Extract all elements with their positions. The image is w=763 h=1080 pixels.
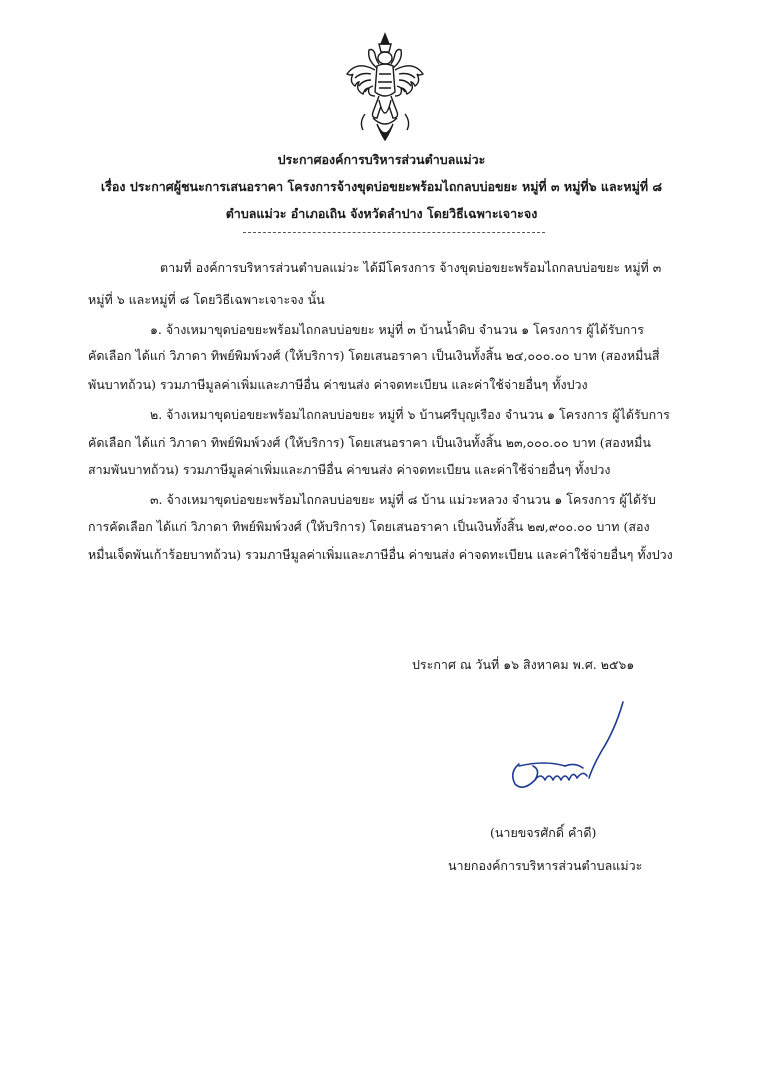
item3-line-3: หมื่นเจ็ดพันเก้าร้อยบาทถ้วน) รวมภาษีมูลค่าเพิ่มและภาษีอื่น ค่าขนส่ง ค่าจดทะเบียน และค่าใช้จ่ายอื่นๆ ทั้งปวง [88,547,673,562]
item1-line-1: ๑. จ้างเหมาขุดบ่อขยะพร้อมไถกลบบ่อขยะ หมู่ที่ ๓ บ้านน้ำดิบ จำนวน ๑ โครงการ ผู้ได้รับการ [150,322,644,337]
item2-line-1: ๒. จ้างเหมาขุดบ่อขยะพร้อมไถกลบบ่อขยะ หมู่ที่ ๖ บ้านศรีบุญเรือง จำนวน ๑ โครงการ ผู้ได้รับการ [150,407,670,422]
signer-name: (นายขจรศักดิ์ คำดี) [490,825,597,840]
item2-line-2: คัดเลือก ได้แก่ วิภาดา ทิพย์พิมพ์วงศ์ (ให้บริการ) โดยเสนอราคา เป็นเงินทั้งสิ้น ๒๓,๐๐๐.๐๐ บาท (สองหมื่น [88,435,651,450]
announcement-date: ประกาศ ณ วันที่ ๑๖ สิงหาคม พ.ศ. ๒๕๖๑ [412,657,635,672]
header-divider [243,232,545,233]
announcement-subject-location: ตำบลแม่วะ อำเภอเถิน จังหวัดลำปาง โดยวิธีเฉพาะเจาะจง [225,206,538,221]
announcement-subject: เรื่อง ประกาศผู้ชนะการเสนอราคา โครงการจ้างขุดบ่อขยะพร้อมไถกลบบ่อขยะ หมู่ที่ ๓ หมู่ที่๖ และหมู่ที่ ๘ [100,179,663,194]
item2-line-3: สามพันบาทถ้วน) รวมภาษีมูลค่าเพิ่มและภาษีอื่น ค่าขนส่ง ค่าจดทะเบียน และค่าใช้จ่ายอื่นๆ ทั้งปวง [88,462,611,477]
signer-position: นายกองค์การบริหารส่วนตำบลแม่วะ [448,858,643,873]
intro-line-1: ตามที่ องค์การบริหารส่วนตำบลแม่วะ ได้มีโครงการ จ้างขุดบ่อขยะพร้อมไถกลบบ่อขยะ หมู่ที่ ๓ [160,260,662,275]
item3-line-2: การคัดเลือก ได้แก่ วิภาดา ทิพย์พิมพ์วงศ์ (ให้บริการ) โดยเสนอราคา เป็นเงินทั้งสิ้น ๒๗,๙๐๐.๐๐ บาท (สอง [88,519,650,534]
item1-line-2: คัดเลือก ได้แก่ วิภาดา ทิพย์พิมพ์วงศ์ (ให้บริการ) โดยเสนอราคา เป็นเงินทั้งสิ้น ๒๔,๐๐๐.๐๐ บาท (สองหมื่นสี่ [88,348,660,363]
handwritten-signature-icon [505,700,635,795]
item3-line-1: ๓. จ้างเหมาขุดบ่อขยะพร้อมไถกลบบ่อขยะ หมู่ที่ ๘ บ้าน แม่วะหลวง จำนวน ๑ โครงการ ผู้ได้รับ [150,492,656,507]
announcement-title: ประกาศองค์การบริหารส่วนตำบลแม่วะ [277,152,486,167]
garuda-emblem-icon [343,30,427,146]
intro-line-2: หมู่ที่ ๖ และหมู่ที่ ๘ โดยวิธีเฉพาะเจาะจง นั้น [88,292,325,307]
item1-line-3: พันบาทถ้วน) รวมภาษีมูลค่าเพิ่มและภาษีอื่น ค่าขนส่ง ค่าจดทะเบียน และค่าใช้จ่ายอื่นๆ ทั้งปวง [88,377,588,392]
